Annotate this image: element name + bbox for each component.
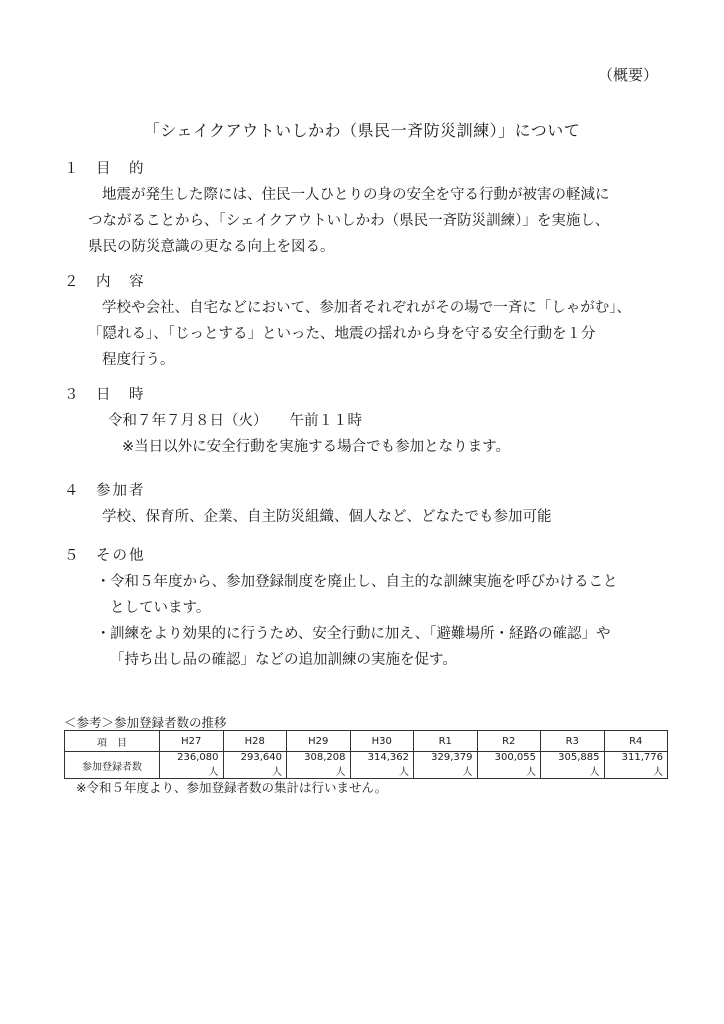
section-content: [64, 269, 674, 373]
count-cell: 293,640 人: [223, 752, 287, 779]
event-date: 令和７年７月８日（火）: [108, 413, 268, 429]
section-heading: [64, 269, 674, 295]
bullet-mark: ・: [96, 574, 111, 590]
section-title: 内 容: [96, 274, 146, 290]
count-cell: 329,379 人: [414, 752, 478, 779]
table-row: [65, 752, 668, 779]
section-number: ４: [64, 483, 79, 499]
section-participants: [64, 478, 674, 530]
year-cell: H30: [350, 731, 414, 752]
section-title: 目 的: [96, 161, 146, 177]
bullet-item: [96, 569, 674, 621]
count-cell: 300,055 人: [477, 752, 541, 779]
bullet-line: としています。: [110, 600, 211, 616]
count-cell: 308,208 人: [287, 752, 351, 779]
bullet-mark: ・: [96, 626, 111, 642]
paragraph-line: 学校、保育所、企業、自主防災組織、個人など、どなたでも参加可能: [102, 509, 552, 525]
paragraph-line: 「隠れる」、「じっとする」といった、地震の揺れから身を守る安全行動を１分: [88, 326, 596, 342]
bullet-line: 訓練をより効果的に行うため、安全行動に加え、「避難場所・経路の確認」や: [110, 626, 611, 642]
document-title: 「シェイクアウトいしかわ（県民一斉防災訓練）」について: [143, 121, 581, 140]
event-time: 午前１１時: [289, 413, 362, 429]
section-purpose: [64, 156, 674, 260]
year-cell: R1: [414, 731, 478, 752]
table-header-row: [65, 731, 668, 752]
section-heading: [64, 478, 674, 504]
row-label-cell: 参加登録者数: [65, 752, 160, 779]
section-title: 日 時: [96, 387, 146, 403]
year-cell: H28: [223, 731, 287, 752]
section-other: [64, 543, 674, 673]
section-number: １: [64, 161, 79, 177]
bullet-line: 令和５年度から、参加登録制度を廃止し、自主的な訓練実施を呼びかけること: [110, 574, 618, 590]
count-cell: 311,776 人: [604, 752, 668, 779]
section-datetime: [64, 382, 674, 460]
paragraph-line: つながることから、「シェイクアウトいしかわ（県民一斉防災訓練）」を実施し、: [88, 213, 610, 229]
section-number: ２: [64, 274, 79, 290]
registration-table: [64, 730, 668, 779]
section-heading: [64, 543, 674, 569]
summary-tag: （概要）: [597, 66, 658, 84]
section-number: ５: [64, 548, 79, 564]
datetime-note: ※当日以外に安全行動を実施する場合でも参加となります。: [122, 439, 510, 455]
reference-heading: ＜参考＞参加登録者数の推移: [64, 715, 227, 730]
event-datetime: [108, 408, 674, 434]
table-footnote: ※令和５年度より、参加登録者数の集計は行いません。: [76, 780, 388, 795]
paragraph-line: 地震が発生した際には、住民一人ひとりの身の安全を守る行動が被害の軽減に: [102, 187, 610, 203]
bullet-line: 「持ち出し品の確認」などの追加訓練の実施を促す。: [110, 652, 457, 668]
count-cell: 236,080 人: [160, 752, 224, 779]
year-cell: H29: [287, 731, 351, 752]
header-label-cell: 項 目: [65, 731, 160, 752]
section-heading: [64, 382, 674, 408]
bullet-item: [96, 621, 674, 673]
year-cell: H27: [160, 731, 224, 752]
section-number: ３: [64, 387, 79, 403]
year-cell: R2: [477, 731, 541, 752]
section-title: その他: [96, 548, 146, 564]
count-cell: 314,362 人: [350, 752, 414, 779]
year-cell: R4: [604, 731, 668, 752]
section-heading: [64, 156, 674, 182]
paragraph-line: 学校や会社、自宅などにおいて、参加者それぞれがその場で一斉に「しゃがむ」、: [102, 300, 631, 316]
section-title: 参加者: [96, 483, 146, 499]
year-cell: R3: [541, 731, 605, 752]
paragraph-line: 県民の防災意識の更なる向上を図る。: [88, 239, 335, 255]
paragraph-line: 程度行う。: [102, 352, 175, 368]
count-cell: 305,885 人: [541, 752, 605, 779]
